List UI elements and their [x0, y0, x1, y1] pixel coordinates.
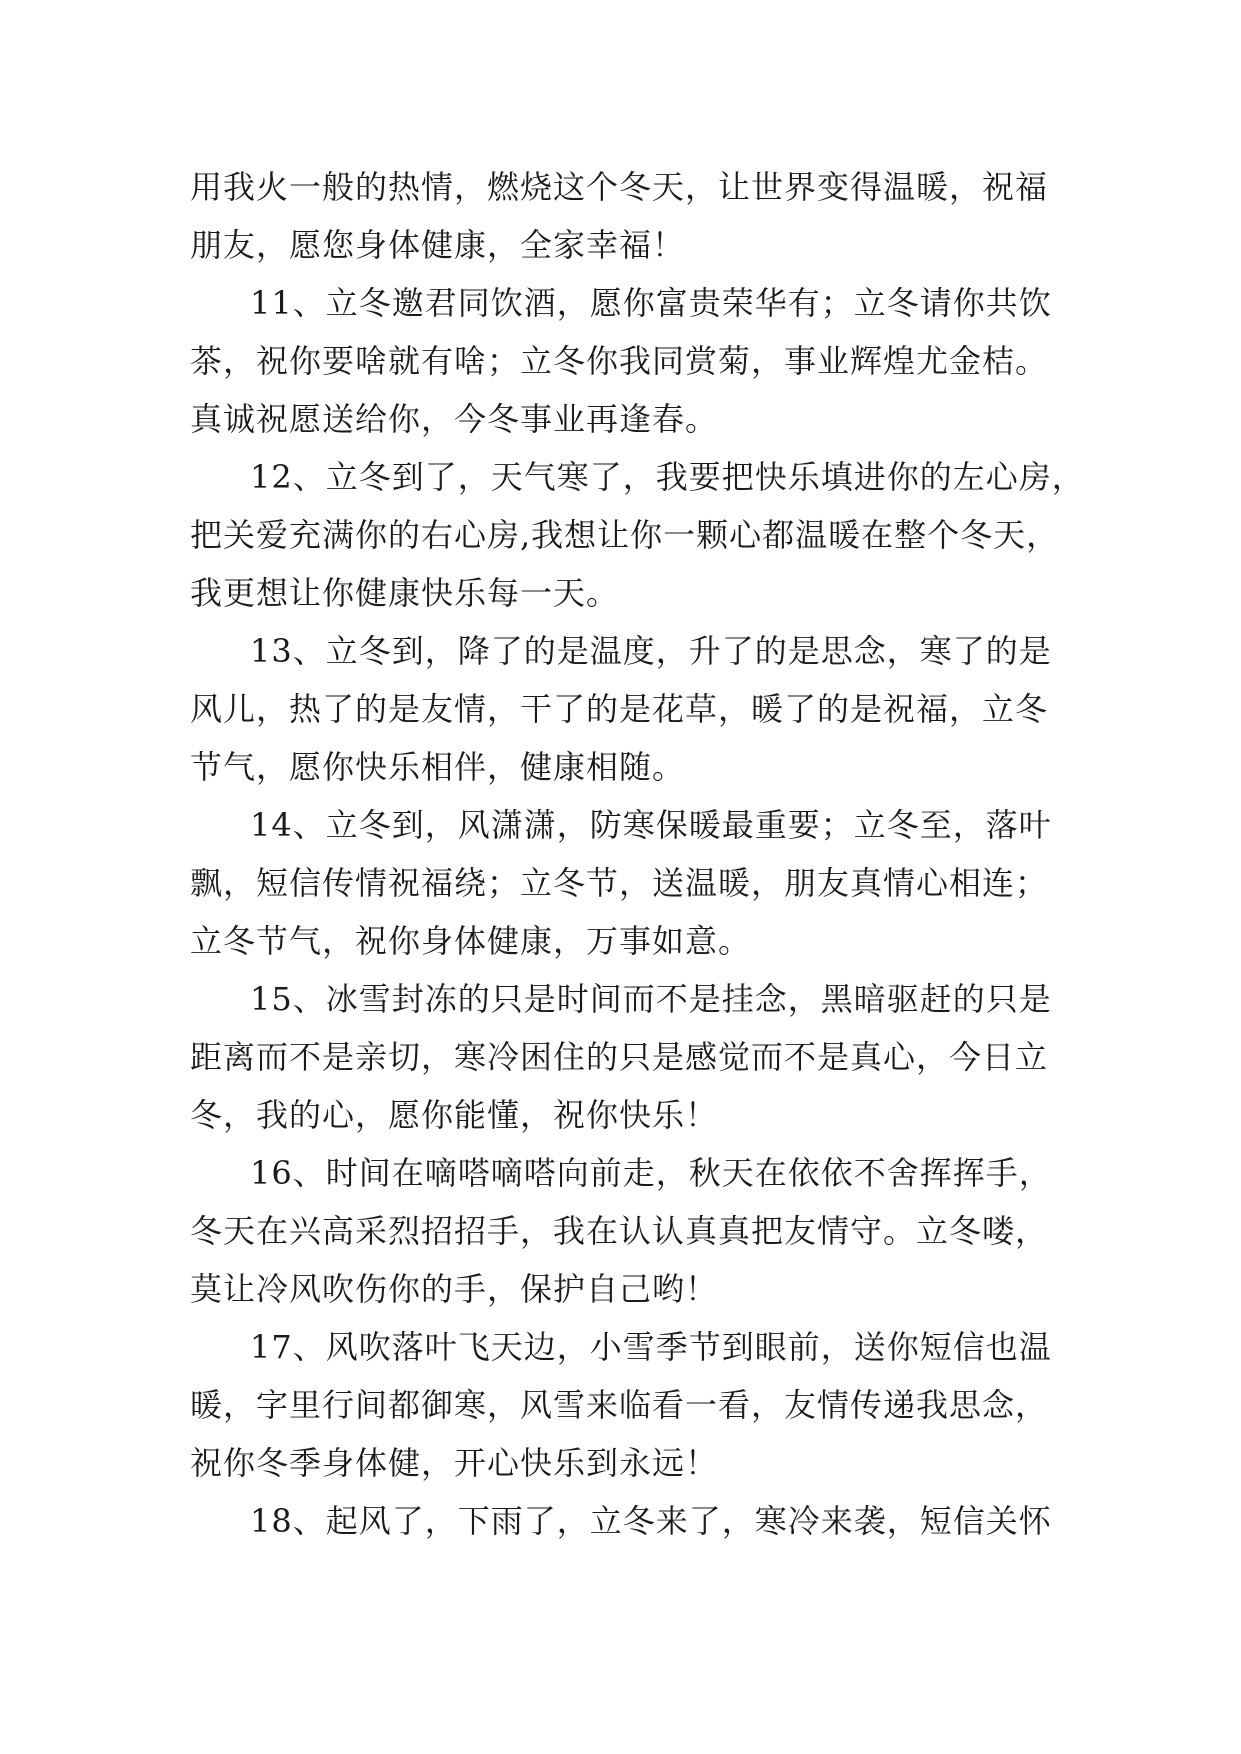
text-line: 飘，短信传情祝福绕；立冬节，送温暖，朋友真情心相连；: [190, 864, 1049, 902]
text-line: 冬天在兴高采烈招招手，我在认认真真把友情守。立冬喽，: [190, 1212, 1049, 1250]
text-line: 用我火一般的热情，燃烧这个冬天，让世界变得温暖，祝福: [190, 168, 1049, 206]
text-line: 17、风吹落叶飞天边，小雪季节到眼前，送你短信也温: [250, 1328, 1052, 1366]
text-line: 16、时间在嘀嗒嘀嗒向前走，秋天在依依不舍挥挥手，: [250, 1154, 1052, 1192]
paragraph: [190, 1144, 1060, 1318]
text-line: 11、立冬邀君同饮酒，愿你富贵荣华有；立冬请你共饮: [250, 284, 1052, 322]
text-line: 朋友，愿您身体健康，全家幸福！: [190, 226, 686, 264]
paragraph: [190, 1318, 1060, 1492]
text-line: 茶，祝你要啥就有啥；立冬你我同赏菊，事业辉煌尤金桔。: [190, 342, 1049, 380]
text-line: 立冬节气，祝你身体健康，万事如意。: [190, 922, 752, 960]
text-line: 12、立冬到了，天气寒了，我要把快乐填进你的左心房，: [250, 458, 1085, 496]
paragraph: [190, 1492, 1060, 1550]
text-line: 莫让冷风吹伤你的手，保护自己哟！: [190, 1270, 719, 1308]
text-line: 真诚祝愿送给你，今冬事业再逢春。: [190, 400, 719, 438]
text-line: 把关爱充满你的右心房,我想让你一颗心都温暖在整个冬天，: [190, 516, 1060, 554]
text-line: 节气，愿你快乐相伴，健康相随。: [190, 748, 686, 786]
paragraph: [190, 622, 1060, 796]
text-line: 我更想让你健康快乐每一天。: [190, 574, 620, 612]
text-line: 15、冰雪封冻的只是时间而不是挂念，黑暗驱赶的只是: [250, 980, 1052, 1018]
text-line: 18、起风了，下雨了，立冬来了，寒冷来袭，短信关怀: [250, 1502, 1052, 1540]
text-line: 距离而不是亲切，寒冷困住的只是感觉而不是真心，今日立: [190, 1038, 1049, 1076]
text-line: 祝你冬季身体健，开心快乐到永远！: [190, 1444, 719, 1482]
text-line: 13、立冬到，降了的是温度，升了的是思念，寒了的是: [250, 632, 1052, 670]
text-line: 14、立冬到，风潇潇，防寒保暖最重要；立冬至，落叶: [250, 806, 1052, 844]
paragraph: [190, 970, 1060, 1144]
paragraph: [190, 274, 1060, 448]
document-body: [190, 158, 1085, 1550]
text-line: 冬，我的心，愿你能懂，祝你快乐！: [190, 1096, 719, 1134]
paragraph: [190, 796, 1060, 970]
text-line: 暖，字里行间都御寒，风雪来临看一看，友情传递我思念，: [190, 1386, 1049, 1424]
paragraph: [190, 448, 1085, 622]
paragraph: [190, 158, 1060, 274]
text-line: 风儿，热了的是友情，干了的是花草，暖了的是祝福，立冬: [190, 690, 1049, 728]
